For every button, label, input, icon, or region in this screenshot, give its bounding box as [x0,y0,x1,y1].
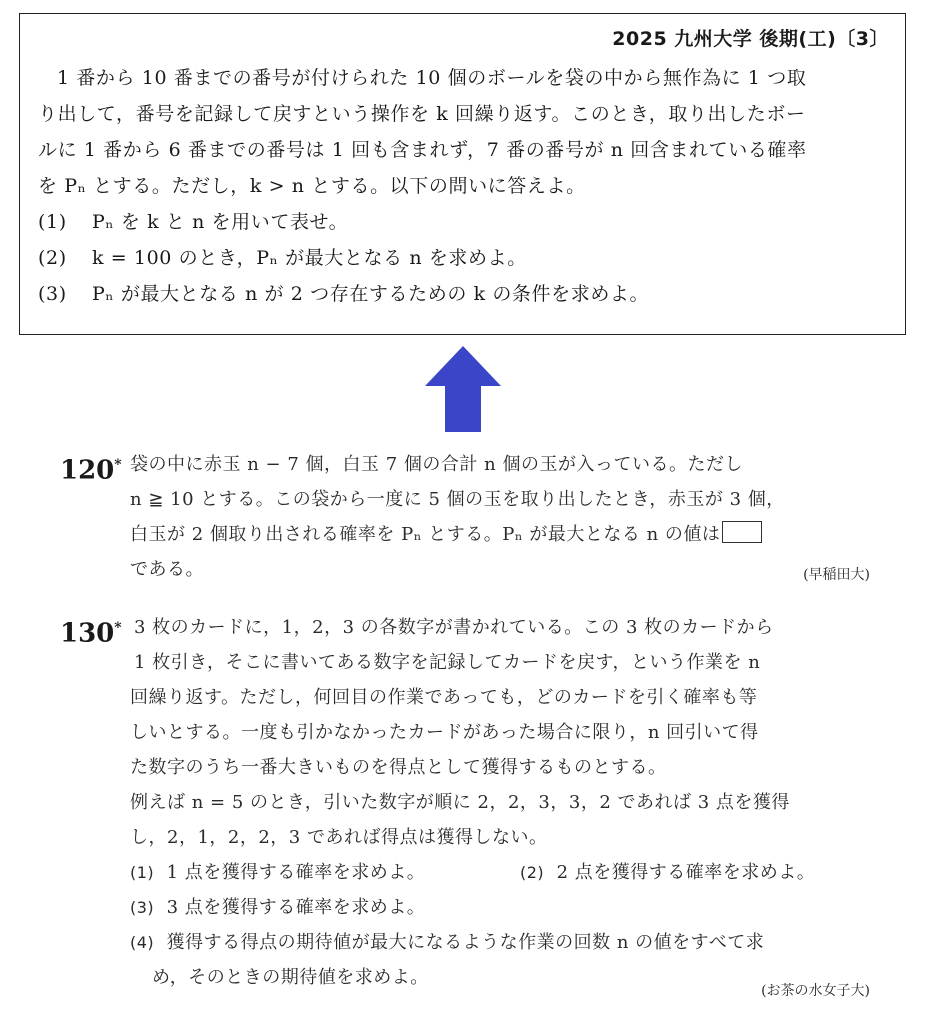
text-line: 3 枚のカードに，1，2，3 の各数字が書かれている。この 3 枚のカードから [134,617,774,638]
problem-130 [60,610,870,1010]
subquestion-3: (3) Pₙ が最大となる n が 2 つ存在するための k の条件を求めよ。 [38,283,650,305]
text-line: し，2，1，2，2，3 であれば得点は獲得しない。 [130,827,548,848]
text-line: 例えば n = 5 のとき，引いた数字が順に 2，2，3，3，2 であれば 3 点を獲得 [130,792,790,813]
body-line: ルに 1 番から 6 番までの番号は 1 回も含まれず，7 番の番号が n 回含まれている確率 [38,139,807,161]
question-4-continued: め，そのときの期待値を求めよ。 [152,967,429,988]
subquestion-1: (1) Pₙ を k と n を用いて表せ。 [38,211,349,233]
problem-number: 120* [60,455,122,486]
source-label: (お茶の水女子大) [761,983,870,999]
question-row [130,855,870,890]
question-3: (3) 3 点を獲得する確率を求めよ。 [130,897,426,918]
text-line: である。 [130,559,204,580]
text-line: 回繰り返す。ただし，何回目の作業であっても，どのカードを引く確率も等 [130,687,758,708]
featured-problem-box [19,13,906,335]
text-line: 白玉が 2 個取り出される確率を Pₙ とする。Pₙ が最大となる n の値は [130,517,870,552]
up-arrow-icon [425,346,501,432]
text-line: しいとする。一度も引かなかったカードがあった場合に限り，n 回引いて得 [130,722,759,743]
subquestion-2: (2) k = 100 のとき，Pₙ が最大となる n を求めよ。 [38,247,527,269]
source-label: (早稲田大) [803,567,870,583]
text-line: た数字のうち一番大きいものを得点として獲得するものとする。 [130,757,667,778]
body-line: を Pₙ とする。ただし，k > n とする。以下の問いに答えよ。 [38,175,586,197]
text-line: 袋の中に赤玉 n − 7 個，白玉 7 個の合計 n 個の玉が入っている。ただし [130,454,743,475]
question-4: (4) 獲得する得点の期待値が最大になるような作業の回数 n の値をすべて求 [130,932,765,953]
question-2: (2) 2 点を獲得する確率を求めよ。 [520,862,816,883]
question-1: (1) 1 点を獲得する確率を求めよ。 [130,862,426,883]
problem-120 [60,447,870,587]
body-line: り出して，番号を記録して戻すという操作を k 回繰り返す。このとき，取り出したボー [38,103,806,125]
problem-header: 2025 九州大学 後期(工)〔3〕 [612,28,889,50]
problem-text [130,610,870,995]
text-line: 1 枚引き，そこに書いてある数字を記録してカードを戻す，という作業を n [134,652,761,673]
answer-blank [722,521,762,543]
body-line: 1 番から 10 番までの番号が付けられた 10 個のボールを袋の中から無作為に 1 つ取 [57,67,807,89]
problem-text [130,447,870,587]
problem-number: 130* [60,618,122,649]
problem-body [38,60,894,312]
text-line: n ≧ 10 とする。この袋から一度に 5 個の玉を取り出したとき，赤玉が 3 個， [130,489,785,510]
